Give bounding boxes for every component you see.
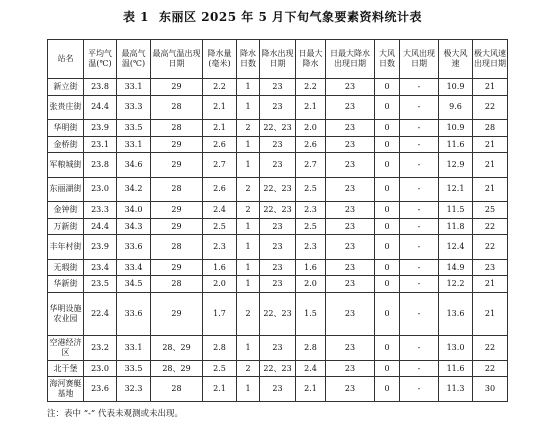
table-cell: 23 — [260, 79, 296, 96]
table-cell: 14.9 — [439, 259, 473, 276]
station-name-cell: 华新街 — [48, 276, 84, 293]
column-header: 大风出现日期 — [400, 40, 439, 79]
table-cell: 1 — [237, 153, 260, 177]
table-cell: 1.7 — [203, 293, 237, 336]
header-row — [48, 40, 508, 79]
column-header: 降水出现日期 — [260, 40, 296, 79]
table-cell: 0 — [375, 218, 400, 235]
table-cell: 21 — [473, 293, 508, 336]
table-cell: 2.5 — [203, 218, 237, 235]
table-title-text: 东丽区 2025 年 5 月下旬气象要素资料统计表 — [159, 10, 422, 24]
table-cell: 1 — [237, 276, 260, 293]
column-header: 极大风速 — [439, 40, 473, 79]
table-cell: 23 — [326, 202, 375, 219]
table-cell: 2.6 — [296, 136, 326, 153]
table-cell: 9.6 — [439, 95, 473, 119]
table-cell: 28 — [151, 235, 203, 259]
table-cell: 23 — [326, 276, 375, 293]
table-cell: - — [400, 79, 439, 96]
table-cell: 12.9 — [439, 153, 473, 177]
table-cell: 11.8 — [439, 218, 473, 235]
table-cell: 29 — [151, 79, 203, 96]
table-cell: 34.5 — [117, 276, 151, 293]
station-name-cell: 东丽湖街 — [48, 177, 84, 201]
table-row — [48, 153, 508, 177]
table-cell: 22 — [473, 336, 508, 360]
table-cell: 24.4 — [84, 218, 117, 235]
table-cell: 23.8 — [84, 153, 117, 177]
table-cell: 25 — [473, 202, 508, 219]
table-cell: 1.5 — [296, 293, 326, 336]
table-row — [48, 202, 508, 219]
table-cell: 11.3 — [439, 377, 473, 402]
table-cell: 22 — [473, 218, 508, 235]
table-cell: 29 — [151, 202, 203, 219]
table-cell: 10.9 — [439, 79, 473, 96]
table-cell: 23 — [326, 120, 375, 137]
station-name-cell: 无瑕街 — [48, 259, 84, 276]
footnote: 注：表中 “-” 代表未观测或未出现。 — [47, 409, 183, 419]
table-cell: 28 — [151, 276, 203, 293]
table-cell: 23 — [326, 336, 375, 360]
table-cell: 0 — [375, 235, 400, 259]
table-cell: 2.3 — [296, 235, 326, 259]
table-row — [48, 360, 508, 377]
table-cell: 0 — [375, 276, 400, 293]
column-header: 极大风速出现日期 — [473, 40, 508, 79]
table-cell: - — [400, 120, 439, 137]
column-header: 日最大降水出现日期 — [326, 40, 375, 79]
table-cell: 22、23 — [260, 293, 296, 336]
table-body — [48, 79, 508, 402]
table-cell: 33.5 — [117, 360, 151, 377]
table-cell: 28 — [151, 177, 203, 201]
station-name-cell: 海河赛艇基地 — [48, 377, 84, 402]
table-cell: 0 — [375, 336, 400, 360]
table-cell: 23.9 — [84, 120, 117, 137]
table-cell: 12.2 — [439, 276, 473, 293]
table-cell: 33.1 — [117, 336, 151, 360]
table-cell: 2.6 — [203, 136, 237, 153]
table-cell: 33.1 — [117, 136, 151, 153]
table-row — [48, 177, 508, 201]
table-cell: 23.8 — [84, 79, 117, 96]
table-cell: 22 — [473, 360, 508, 377]
table-cell: 23 — [260, 259, 296, 276]
table-cell: 23.0 — [84, 360, 117, 377]
table-cell: - — [400, 259, 439, 276]
station-name-cell: 丰年村街 — [48, 235, 84, 259]
table-cell: 2.3 — [296, 202, 326, 219]
table-cell: 23 — [326, 377, 375, 402]
table-cell: 34.3 — [117, 218, 151, 235]
table-cell: 2.0 — [296, 276, 326, 293]
table-cell: 33.6 — [117, 235, 151, 259]
table-cell: 33.3 — [117, 95, 151, 119]
table-cell: 22 — [473, 95, 508, 119]
table-row — [48, 95, 508, 119]
table-cell: 0 — [375, 202, 400, 219]
table-cell: 22.4 — [84, 293, 117, 336]
table-cell: 1.6 — [203, 259, 237, 276]
column-header: 降水量(毫米) — [203, 40, 237, 79]
table-cell: 28 — [151, 120, 203, 137]
column-header: 大风日数 — [375, 40, 400, 79]
table-cell: 23 — [326, 293, 375, 336]
table-cell: 33.6 — [117, 293, 151, 336]
column-header: 最高气温(℃) — [117, 40, 151, 79]
table-cell: 10.9 — [439, 120, 473, 137]
table-cell: 34.0 — [117, 202, 151, 219]
table-cell: 23 — [326, 218, 375, 235]
table-cell: 23 — [326, 79, 375, 96]
table-cell: 23 — [260, 136, 296, 153]
table-cell: 21 — [473, 153, 508, 177]
table-cell: 2.5 — [296, 218, 326, 235]
table-cell: 2.7 — [203, 153, 237, 177]
table-cell: - — [400, 177, 439, 201]
table-cell: 2.8 — [296, 336, 326, 360]
column-header: 站名 — [48, 40, 84, 79]
table-cell: 0 — [375, 293, 400, 336]
table-cell: 0 — [375, 95, 400, 119]
table-cell: 23 — [326, 95, 375, 119]
table-row — [48, 136, 508, 153]
station-name-cell: 华明设施农业园 — [48, 293, 84, 336]
table-cell: 11.5 — [439, 202, 473, 219]
table-cell: 34.2 — [117, 177, 151, 201]
table-cell: 0 — [375, 79, 400, 96]
table-cell: 33.1 — [117, 79, 151, 96]
table-cell: - — [400, 153, 439, 177]
table-cell: 1.6 — [296, 259, 326, 276]
table-cell: 0 — [375, 153, 400, 177]
table-row — [48, 79, 508, 96]
table-cell: - — [400, 276, 439, 293]
table-cell: 28、29 — [151, 336, 203, 360]
station-name-cell: 金钟街 — [48, 202, 84, 219]
table-cell: 0 — [375, 136, 400, 153]
table-cell: 28 — [473, 120, 508, 137]
table-cell: 28 — [151, 95, 203, 119]
table-cell: 29 — [151, 153, 203, 177]
station-name-cell: 张贵庄街 — [48, 95, 84, 119]
table-row — [48, 120, 508, 137]
table-cell: 28、29 — [151, 360, 203, 377]
table-cell: 0 — [375, 120, 400, 137]
table-cell: 21 — [473, 79, 508, 96]
table-cell: 24.4 — [84, 95, 117, 119]
table-cell: 21 — [473, 276, 508, 293]
table-cell: 2.0 — [296, 120, 326, 137]
table-cell: 23 — [260, 95, 296, 119]
table-cell: 23 — [260, 153, 296, 177]
table-cell: 29 — [151, 259, 203, 276]
table-cell: 23.6 — [84, 377, 117, 402]
table-cell: - — [400, 95, 439, 119]
table-cell: 2.5 — [296, 177, 326, 201]
table-row — [48, 377, 508, 402]
table-cell: 22、23 — [260, 120, 296, 137]
table-cell: - — [400, 377, 439, 402]
table-cell: 12.1 — [439, 177, 473, 201]
station-name-cell: 新立街 — [48, 79, 84, 96]
table-row — [48, 259, 508, 276]
column-header: 降水日数 — [237, 40, 260, 79]
table-cell: 2.0 — [203, 276, 237, 293]
table-number: 表 1 — [123, 10, 150, 24]
table-cell: 2.8 — [203, 336, 237, 360]
table-cell: 2.3 — [203, 235, 237, 259]
table-cell: 2.1 — [203, 377, 237, 402]
table-row — [48, 276, 508, 293]
table-cell: 23 — [326, 153, 375, 177]
table-cell: 23.5 — [84, 276, 117, 293]
table-cell: 2.1 — [203, 120, 237, 137]
table-cell: 1 — [237, 95, 260, 119]
table-cell: 2.1 — [203, 95, 237, 119]
table-cell: 23.4 — [84, 259, 117, 276]
table-cell: 32.3 — [117, 377, 151, 402]
table-cell: 2.1 — [296, 95, 326, 119]
table-cell: 13.0 — [439, 336, 473, 360]
table-cell: 23.9 — [84, 235, 117, 259]
table-cell: 22、23 — [260, 202, 296, 219]
table-row — [48, 218, 508, 235]
table-cell: 30 — [473, 377, 508, 402]
table-cell: 29 — [151, 136, 203, 153]
table-title — [0, 8, 545, 25]
table-cell: 0 — [375, 360, 400, 377]
table-cell: - — [400, 336, 439, 360]
table-cell: 11.6 — [439, 360, 473, 377]
table-cell: 1 — [237, 377, 260, 402]
table-row — [48, 336, 508, 360]
table-cell: 29 — [151, 293, 203, 336]
table-cell: 0 — [375, 377, 400, 402]
table-cell: 23 — [260, 377, 296, 402]
table-cell: 0 — [375, 259, 400, 276]
table-cell: 23 — [326, 136, 375, 153]
table-cell: 23 — [260, 235, 296, 259]
table-cell: 2 — [237, 293, 260, 336]
table-cell: 11.6 — [439, 136, 473, 153]
table-cell: 23 — [473, 259, 508, 276]
table-cell: 33.4 — [117, 259, 151, 276]
station-name-cell: 空港经济区 — [48, 336, 84, 360]
table-cell: 28 — [151, 377, 203, 402]
table-cell: 13.6 — [439, 293, 473, 336]
table-cell: 23 — [326, 235, 375, 259]
table-cell: 1 — [237, 235, 260, 259]
station-name-cell: 北于堡 — [48, 360, 84, 377]
table-cell: 23 — [260, 336, 296, 360]
table-cell: 23 — [260, 218, 296, 235]
column-header: 平均气温(℃) — [84, 40, 117, 79]
table-cell: 1 — [237, 79, 260, 96]
table-cell: 2 — [237, 177, 260, 201]
table-cell: - — [400, 218, 439, 235]
statistics-table — [47, 39, 508, 402]
table-cell: 2.7 — [296, 153, 326, 177]
table-cell: 29 — [151, 218, 203, 235]
table-cell: 2.1 — [296, 377, 326, 402]
table-cell: 2 — [237, 202, 260, 219]
table-cell: 22 — [473, 235, 508, 259]
table-cell: 2.2 — [296, 79, 326, 96]
table-cell: 23.3 — [84, 202, 117, 219]
table-cell: 34.6 — [117, 153, 151, 177]
table-cell: - — [400, 360, 439, 377]
table-cell: 2.2 — [203, 79, 237, 96]
table-cell: 23.2 — [84, 336, 117, 360]
table-cell: 2 — [237, 360, 260, 377]
station-name-cell: 万新街 — [48, 218, 84, 235]
table-cell: - — [400, 202, 439, 219]
table-cell: 23 — [326, 360, 375, 377]
table-cell: 1 — [237, 259, 260, 276]
table-cell: 23 — [326, 259, 375, 276]
table-row — [48, 293, 508, 336]
table-cell: 2.4 — [203, 202, 237, 219]
table-row — [48, 235, 508, 259]
table-cell: 21 — [473, 136, 508, 153]
table-cell: 23.1 — [84, 136, 117, 153]
table-cell: 21 — [473, 177, 508, 201]
table-cell: 23 — [326, 177, 375, 201]
table-cell: - — [400, 136, 439, 153]
station-name-cell: 华明街 — [48, 120, 84, 137]
table-cell: 1 — [237, 136, 260, 153]
table-cell: 22、23 — [260, 177, 296, 201]
table-cell: - — [400, 235, 439, 259]
table-cell: 2.6 — [203, 177, 237, 201]
column-header: 日最大降水 — [296, 40, 326, 79]
station-name-cell: 军粮城街 — [48, 153, 84, 177]
table-cell: 2.4 — [296, 360, 326, 377]
table-cell: 0 — [375, 177, 400, 201]
station-name-cell: 金桥街 — [48, 136, 84, 153]
table-cell: 23.0 — [84, 177, 117, 201]
table-cell: - — [400, 293, 439, 336]
table-cell: 1 — [237, 218, 260, 235]
table-cell: 23 — [260, 276, 296, 293]
table-cell: 33.5 — [117, 120, 151, 137]
table-cell: 22、23 — [260, 360, 296, 377]
table-cell: 2.5 — [203, 360, 237, 377]
table-cell: 1 — [237, 336, 260, 360]
column-header: 最高气温出现日期 — [151, 40, 203, 79]
table-cell: 2 — [237, 120, 260, 137]
table-cell: 12.4 — [439, 235, 473, 259]
